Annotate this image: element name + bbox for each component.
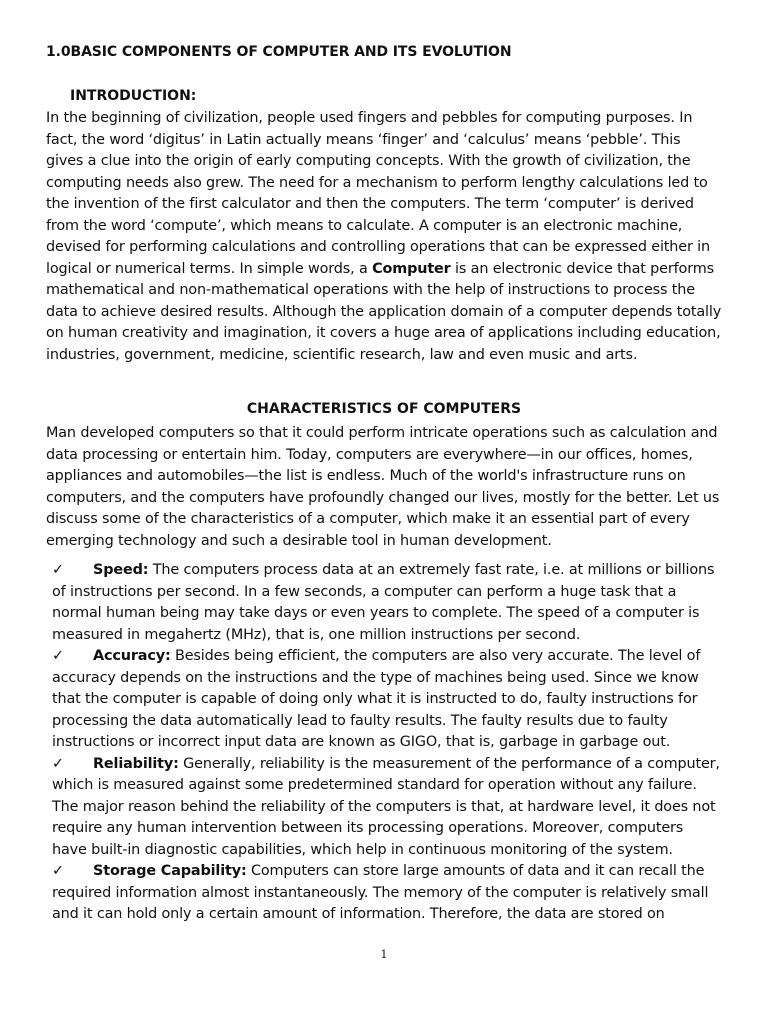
item-text: Generally, reliability is the measurement of the performance of a computer, which is measured against some predetermined standard for operation without any failure. The major reason behind the reliability of the computers is that, at hardware level, it does not require any human intervention between its processing operations. Moreover, computers have built-in diagnostic capabilities, which help in continuous monitoring of the system.	[52, 755, 720, 858]
item-text: The computers process data at an extremely fast rate, i.e. at millions or billions of instructions per second. In a few seconds, a computer can perform a huge task that a normal human being may take days or even years to complete. The speed of a computer is measured in megahertz (MHz), that is, one million instructions per second.	[52, 562, 715, 643]
introduction-paragraph	[46, 108, 722, 366]
list-item	[52, 560, 722, 646]
introduction-text-before: In the beginning of civilization, people used fingers and pebbles for computing purposes. In fact, the word ‘digitus’ in Latin actually means ‘finger’ and ‘calculus’ means ‘pebble’. This gives a clue into the origin of early computing concepts. With the growth of civilization, the computing needs also grew. The need for a mechanism to perform lengthy calculations led to the invention of the first calculator and then the computers. The term ‘computer’ is derived from the word ‘compute’, which means to calculate. A computer is an electronic machine, devised for performing calculations and controlling operations that can be expressed either in logical or numerical terms. In simple words, a	[46, 110, 710, 277]
document-title: 1.0BASIC COMPONENTS OF COMPUTER AND ITS EVOLUTION	[46, 44, 512, 60]
characteristics-heading: CHARACTERISTICS OF COMPUTERS	[246, 401, 522, 417]
checkmark-icon: ✓	[52, 755, 64, 772]
introduction-heading: INTRODUCTION:	[70, 88, 197, 104]
computer-bold-word: Computer	[372, 260, 451, 277]
checkmark-icon: ✓	[52, 648, 64, 664]
characteristics-paragraph: Man developed computers so that it could perform intricate operations such as calculation and data processing or entertain him. Today, computers are everywhere—in our offices, homes, appliances and automobiles—the list is endless. Much of the world's infrastructure runs on computers, and the computers have profoundly changed our lives, mostly for the better. Let us discuss some of the characteristics of a computer, which make it an essential part of every emerging technology and such a desirable tool in human development.	[46, 425, 720, 549]
page-number: 1	[380, 948, 388, 961]
item-term: Storage Capability:	[93, 863, 247, 879]
characteristics-list	[52, 560, 722, 926]
item-term: Speed:	[93, 562, 149, 578]
item-term: Reliability:	[93, 755, 179, 772]
checkmark-icon: ✓	[52, 863, 64, 879]
item-term: Accuracy:	[93, 648, 171, 664]
checkmark-icon: ✓	[52, 562, 64, 578]
list-item	[52, 646, 722, 754]
item-text: Besides being efficient, the computers are also very accurate. The level of accuracy depends on the instructions and the type of machines being used. Since we know that the computer is capable of doing only what it is instructed to do, faulty instructions for processing the data automatically lead to faulty results. The faulty results due to faulty instructions or incorrect input data are known as GIGO, that is, garbage in garbage out.	[52, 648, 701, 750]
introduction-text-after: is an electronic device that performs mathematical and non-mathematical operations with the help of instructions to process the data to achieve desired results. Although the application domain of a computer depends totally on human creativity and imagination, it covers a huge area of applications including education, industries, government, medicine, scientific research, law and even music and arts.	[46, 260, 722, 363]
item-text: Computers can store large amounts of data and it can recall the required information almost instantaneously. The memory of the computer is relatively small and it can hold only a certain amount of information. Therefore, the data are stored on	[52, 863, 709, 922]
list-item	[52, 754, 722, 862]
list-item	[52, 861, 722, 926]
